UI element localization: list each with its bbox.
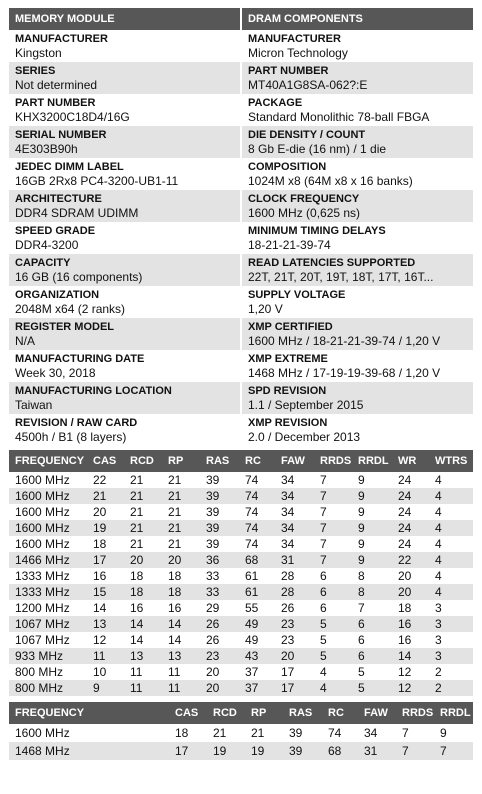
info-label: SUPPLY VOLTAGE (248, 289, 346, 301)
table-cell: 31 (358, 742, 396, 760)
table-cell: 7 (314, 488, 352, 504)
info-value: 1468 MHz / 17-19-19-39-68 / 1,20 V (248, 366, 441, 380)
table-cell: 20 (200, 664, 239, 680)
table-cell: 21 (124, 472, 162, 488)
info-cell (9, 414, 240, 446)
table-cell: 9 (87, 680, 124, 696)
info-value: 1,20 V (248, 302, 283, 316)
table-cell: 61 (239, 568, 275, 584)
table-cell: 21 (87, 488, 124, 504)
info-cell (9, 286, 240, 318)
info-value: KHX3200C18D4/16G (15, 110, 130, 124)
table-cell: 23 (275, 632, 314, 648)
info-value: 1024M x8 (64M x8 x 16 banks) (248, 174, 413, 188)
info-value: 18-21-21-39-74 (248, 238, 331, 252)
table-cell: 20 (275, 648, 314, 664)
table-cell: 20 (87, 504, 124, 520)
info-label: MANUFACTURER (248, 33, 341, 45)
column-header: RRDL (352, 450, 392, 472)
table-cell: 22 (87, 472, 124, 488)
table-cell: 17 (87, 552, 124, 568)
info-cell (242, 286, 473, 318)
table-cell: 6 (352, 616, 392, 632)
table-row (9, 632, 473, 648)
table-cell: 1067 MHz (9, 616, 87, 632)
table-cell: 6 (352, 648, 392, 664)
table-cell: 16 (392, 616, 429, 632)
table-cell: 6 (352, 632, 392, 648)
info-label: JEDEC DIMM LABEL (15, 161, 124, 173)
table-cell: 14 (124, 632, 162, 648)
table-cell: 9 (352, 472, 392, 488)
table-cell: 49 (239, 616, 275, 632)
table-cell: 6 (314, 584, 352, 600)
info-value: Standard Monolithic 78-ball FBGA (248, 110, 430, 124)
table-cell: 1600 MHz (9, 520, 87, 536)
info-value: Kingston (15, 46, 62, 60)
table-cell: 21 (162, 520, 200, 536)
table-cell: 18 (162, 568, 200, 584)
table-cell: 55 (239, 600, 275, 616)
table-cell: 3 (429, 632, 473, 648)
info-label: XMP EXTREME (248, 353, 328, 365)
table-cell: 5 (314, 616, 352, 632)
table-cell: 4 (429, 536, 473, 552)
table-cell: 39 (200, 488, 239, 504)
table-cell: 39 (200, 472, 239, 488)
table-cell: 49 (239, 632, 275, 648)
table-row (9, 504, 473, 520)
table-cell: 28 (275, 568, 314, 584)
table-cell: 34 (275, 472, 314, 488)
info-label: READ LATENCIES SUPPORTED (248, 257, 416, 269)
table-cell: 4 (429, 568, 473, 584)
table-cell: 3 (429, 648, 473, 664)
column-header: RAS (200, 450, 239, 472)
table-cell: 21 (124, 488, 162, 504)
info-label: XMP CERTIFIED (248, 321, 333, 333)
table-cell: 14 (392, 648, 429, 664)
info-cell (242, 62, 473, 94)
info-label: SPEED GRADE (15, 225, 96, 237)
info-value: 2.0 / December 2013 (248, 430, 361, 444)
table-cell: 21 (162, 536, 200, 552)
column-header: RRDL (434, 702, 473, 724)
info-cell (9, 30, 240, 62)
table-cell: 7 (434, 742, 473, 760)
table-cell: 19 (207, 742, 245, 760)
table-cell: 39 (283, 724, 322, 742)
table-cell: 6 (314, 600, 352, 616)
info-cell (9, 222, 240, 254)
info-cell (242, 350, 473, 382)
column-header: FAW (358, 702, 396, 724)
table-cell: 4 (429, 584, 473, 600)
table-cell: 9 (352, 552, 392, 568)
info-value: 1600 MHz (0,625 ns) (248, 206, 361, 220)
table-cell: 9 (352, 504, 392, 520)
table-cell: 34 (275, 520, 314, 536)
column-header: RCD (124, 450, 162, 472)
column-header: RRDS (314, 450, 352, 472)
table-row (9, 664, 473, 680)
info-label: COMPOSITION (248, 161, 327, 173)
info-value: 22T, 21T, 20T, 19T, 18T, 17T, 16T... (248, 270, 434, 284)
table-row (9, 742, 473, 760)
table-cell: 74 (239, 488, 275, 504)
table-cell: 9 (352, 536, 392, 552)
table-cell: 1600 MHz (9, 504, 87, 520)
info-cell (242, 158, 473, 190)
table-cell: 21 (124, 520, 162, 536)
info-value: MT40A1G8SA-062?:E (248, 78, 368, 92)
info-value: Taiwan (15, 398, 53, 412)
table-cell: 8 (352, 568, 392, 584)
table-cell: 34 (275, 488, 314, 504)
table-cell: 13 (162, 648, 200, 664)
table-cell: 7 (314, 552, 352, 568)
table-cell: 7 (396, 742, 434, 760)
table-cell: 16 (392, 632, 429, 648)
table-cell: 1600 MHz (9, 724, 169, 742)
info-value: Micron Technology (248, 46, 348, 60)
table-cell: 74 (239, 520, 275, 536)
info-label: MANUFACTURING LOCATION (15, 385, 172, 397)
info-cell (9, 318, 240, 350)
table-cell: 21 (245, 724, 283, 742)
table-row (9, 584, 473, 600)
info-value: 4E303B90h (15, 142, 78, 156)
table-row (9, 488, 473, 504)
info-cell (242, 254, 473, 286)
table-cell: 7 (396, 724, 434, 742)
table-cell: 12 (392, 680, 429, 696)
table-cell: 21 (124, 536, 162, 552)
column-header: WTRS (429, 450, 473, 472)
table-cell: 13 (87, 616, 124, 632)
table-row (9, 552, 473, 568)
table-cell: 24 (392, 488, 429, 504)
table-cell: 18 (87, 536, 124, 552)
table-cell: 18 (162, 584, 200, 600)
table-cell: 3 (429, 616, 473, 632)
table-cell: 18 (169, 724, 207, 742)
table-cell: 10 (87, 664, 124, 680)
column-header: RCD (207, 702, 245, 724)
table-cell: 29 (200, 600, 239, 616)
table-row (9, 616, 473, 632)
table-cell: 4 (429, 552, 473, 568)
table-cell: 13 (124, 648, 162, 664)
table-cell: 28 (275, 584, 314, 600)
info-label: ARCHITECTURE (15, 193, 102, 205)
table-cell: 39 (200, 504, 239, 520)
table-cell: 5 (352, 680, 392, 696)
table-cell: 12 (87, 632, 124, 648)
table-cell: 5 (314, 648, 352, 664)
dram-components-header: DRAM COMPONENTS (242, 8, 473, 30)
table-cell: 22 (392, 552, 429, 568)
info-cell (242, 30, 473, 62)
table-cell: 37 (239, 664, 275, 680)
table-cell: 34 (275, 504, 314, 520)
table-cell: 21 (124, 504, 162, 520)
column-header: CAS (87, 450, 124, 472)
table-cell: 4 (314, 680, 352, 696)
table-cell: 21 (207, 724, 245, 742)
table-cell: 4 (314, 664, 352, 680)
table-cell: 24 (392, 520, 429, 536)
table-cell: 20 (124, 552, 162, 568)
table-cell: 20 (200, 680, 239, 696)
table-cell: 74 (239, 504, 275, 520)
info-cell (242, 126, 473, 158)
info-section (9, 8, 473, 446)
info-cell (242, 318, 473, 350)
table-cell: 34 (275, 536, 314, 552)
info-label: SERIAL NUMBER (15, 129, 107, 141)
table-cell: 17 (169, 742, 207, 760)
table-cell: 7 (314, 520, 352, 536)
info-cell (242, 94, 473, 126)
table-cell: 11 (124, 680, 162, 696)
jedec-header-row (9, 450, 473, 472)
info-label: REGISTER MODEL (15, 321, 115, 333)
table-cell: 5 (352, 664, 392, 680)
info-cell (9, 94, 240, 126)
info-value: 4500h / B1 (8 layers) (15, 430, 127, 444)
info-label: SPD REVISION (248, 385, 327, 397)
table-cell: 800 MHz (9, 664, 87, 680)
info-value: 2048M x64 (2 ranks) (15, 302, 126, 316)
info-cell (9, 158, 240, 190)
info-cell (9, 62, 240, 94)
info-label: REVISION / RAW CARD (15, 417, 138, 429)
info-cell (242, 222, 473, 254)
table-cell: 20 (392, 584, 429, 600)
info-cell (9, 126, 240, 158)
table-cell: 7 (314, 472, 352, 488)
info-value: 16 GB (16 components) (15, 270, 143, 284)
info-label: CAPACITY (15, 257, 71, 269)
table-cell: 39 (283, 742, 322, 760)
table-cell: 20 (392, 568, 429, 584)
table-cell: 26 (200, 632, 239, 648)
column-header: RP (162, 450, 200, 472)
table-cell: 61 (239, 584, 275, 600)
table-cell: 7 (352, 600, 392, 616)
info-label: PACKAGE (248, 97, 303, 109)
column-header: RC (239, 450, 275, 472)
table-cell: 14 (162, 616, 200, 632)
info-cell (242, 382, 473, 414)
table-cell: 1600 MHz (9, 488, 87, 504)
table-cell: 21 (162, 504, 200, 520)
info-cell (242, 190, 473, 222)
table-cell: 26 (200, 616, 239, 632)
table-cell: 23 (275, 616, 314, 632)
info-value: DDR4-3200 (15, 238, 79, 252)
table-cell: 16 (87, 568, 124, 584)
table-cell: 1466 MHz (9, 552, 87, 568)
table-cell: 16 (124, 600, 162, 616)
column-header: RRDS (396, 702, 434, 724)
info-label: CLOCK FREQUENCY (248, 193, 360, 205)
table-cell: 4 (429, 472, 473, 488)
info-cell (9, 254, 240, 286)
table-cell: 1600 MHz (9, 536, 87, 552)
table-cell: 68 (239, 552, 275, 568)
table-cell: 20 (162, 552, 200, 568)
info-value: 1.1 / September 2015 (248, 398, 364, 412)
table-cell: 33 (200, 568, 239, 584)
table-cell: 36 (200, 552, 239, 568)
table-cell: 74 (239, 472, 275, 488)
table-cell: 74 (239, 536, 275, 552)
table-cell: 39 (200, 536, 239, 552)
table-cell: 68 (322, 742, 358, 760)
info-label: PART NUMBER (15, 97, 96, 109)
table-cell: 21 (162, 488, 200, 504)
table-row (9, 568, 473, 584)
table-cell: 7 (314, 504, 352, 520)
info-value: Week 30, 2018 (15, 366, 96, 380)
table-cell: 33 (200, 584, 239, 600)
table-cell: 23 (200, 648, 239, 664)
table-cell: 16 (162, 600, 200, 616)
table-cell: 14 (87, 600, 124, 616)
dram-components-column (242, 8, 473, 446)
table-cell: 39 (200, 520, 239, 536)
table-cell: 11 (162, 664, 200, 680)
table-cell: 4 (429, 504, 473, 520)
table-cell: 14 (124, 616, 162, 632)
info-value: 1600 MHz / 18-21-21-39-74 / 1,20 V (248, 334, 441, 348)
info-label: SERIES (15, 65, 56, 77)
table-cell: 4 (429, 488, 473, 504)
info-label: XMP REVISION (248, 417, 328, 429)
table-cell: 24 (392, 536, 429, 552)
table-cell: 14 (162, 632, 200, 648)
table-row (9, 472, 473, 488)
info-cell (242, 414, 473, 446)
table-cell: 4 (429, 520, 473, 536)
table-cell: 800 MHz (9, 680, 87, 696)
table-cell: 11 (87, 648, 124, 664)
table-cell: 34 (358, 724, 396, 742)
table-cell: 9 (352, 488, 392, 504)
table-row (9, 648, 473, 664)
column-header: RP (245, 702, 283, 724)
table-cell: 1468 MHz (9, 742, 169, 760)
info-label: ORGANIZATION (15, 289, 100, 301)
memory-module-header: MEMORY MODULE (9, 8, 240, 30)
table-cell: 1333 MHz (9, 568, 87, 584)
table-cell: 19 (87, 520, 124, 536)
info-value: N/A (15, 334, 36, 348)
table-cell: 3 (429, 600, 473, 616)
info-cell (9, 190, 240, 222)
table-cell: 21 (162, 472, 200, 488)
column-header: RC (322, 702, 358, 724)
table-row (9, 680, 473, 696)
column-header: RAS (283, 702, 322, 724)
column-header: CAS (169, 702, 207, 724)
info-value: 8 Gb E-die (16 nm) / 1 die (248, 142, 387, 156)
table-row (9, 724, 473, 742)
column-header: FREQUENCY (9, 450, 87, 472)
table-cell: 18 (392, 600, 429, 616)
info-value: DDR4 SDRAM UDIMM (15, 206, 139, 220)
table-cell: 6 (314, 568, 352, 584)
info-label: PART NUMBER (248, 65, 329, 77)
table-cell: 24 (392, 504, 429, 520)
table-cell: 11 (162, 680, 200, 696)
table-cell: 7 (314, 536, 352, 552)
table-cell: 17 (275, 680, 314, 696)
info-value: 16GB 2Rx8 PC4-3200-UB1-11 (15, 174, 179, 188)
table-cell: 74 (322, 724, 358, 742)
table-cell: 17 (275, 664, 314, 680)
info-label: DIE DENSITY / COUNT (248, 129, 366, 141)
table-cell: 18 (124, 584, 162, 600)
table-row (9, 600, 473, 616)
table-cell: 1600 MHz (9, 472, 87, 488)
jedec-timings-table (9, 450, 473, 696)
table-cell: 933 MHz (9, 648, 87, 664)
table-row (9, 520, 473, 536)
table-cell: 2 (429, 680, 473, 696)
info-label: MANUFACTURER (15, 33, 108, 45)
table-cell: 2 (429, 664, 473, 680)
table-cell: 5 (314, 632, 352, 648)
column-header: FAW (275, 450, 314, 472)
info-value: Not determined (15, 78, 98, 92)
column-header: WR (392, 450, 429, 472)
table-cell: 8 (352, 584, 392, 600)
table-row (9, 536, 473, 552)
info-cell (9, 350, 240, 382)
memory-module-column (9, 8, 240, 446)
table-cell: 18 (124, 568, 162, 584)
table-cell: 15 (87, 584, 124, 600)
table-cell: 1333 MHz (9, 584, 87, 600)
table-cell: 12 (392, 664, 429, 680)
table-cell: 31 (275, 552, 314, 568)
table-cell: 26 (275, 600, 314, 616)
xmp-header-row (9, 702, 473, 724)
table-cell: 37 (239, 680, 275, 696)
table-cell: 11 (124, 664, 162, 680)
table-cell: 9 (434, 724, 473, 742)
table-cell: 1067 MHz (9, 632, 87, 648)
info-label: MINIMUM TIMING DELAYS (248, 225, 386, 237)
table-cell: 9 (352, 520, 392, 536)
table-cell: 19 (245, 742, 283, 760)
xmp-timings-table (9, 702, 473, 760)
table-cell: 1200 MHz (9, 600, 87, 616)
table-cell: 24 (392, 472, 429, 488)
column-header: FREQUENCY (9, 702, 169, 724)
table-cell: 43 (239, 648, 275, 664)
info-label: MANUFACTURING DATE (15, 353, 145, 365)
info-cell (9, 382, 240, 414)
